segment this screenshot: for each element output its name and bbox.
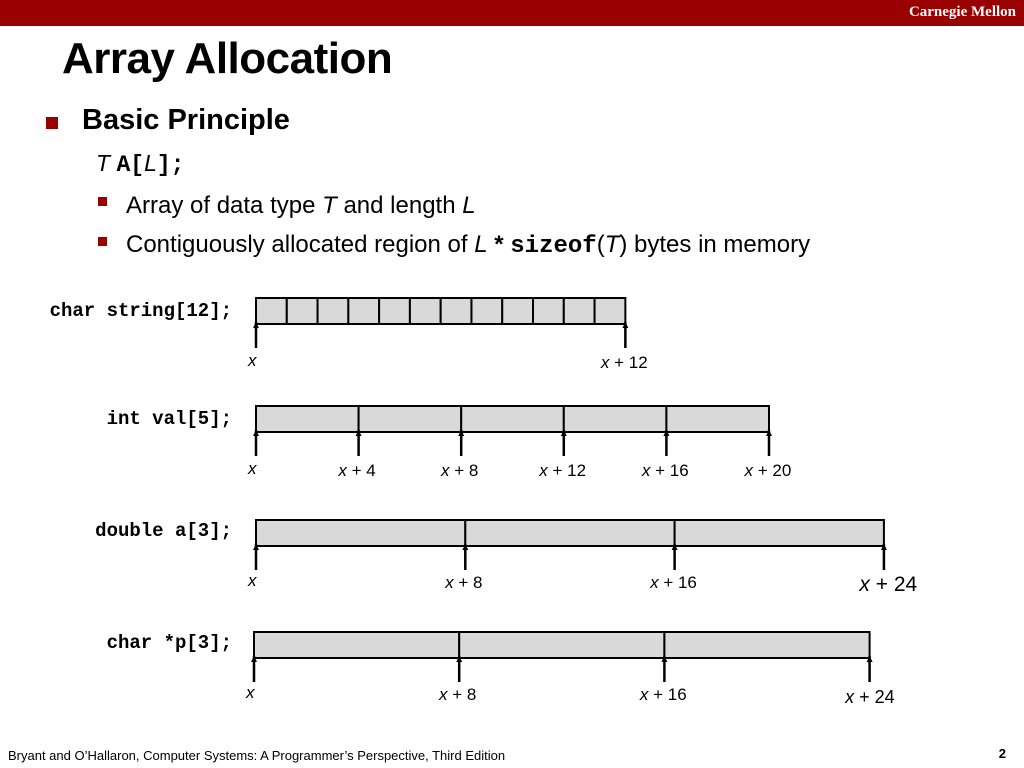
array-cell <box>564 406 667 432</box>
decl-length: L <box>144 150 157 176</box>
address-label: x + 24 <box>845 687 895 707</box>
array-cell <box>502 298 533 324</box>
page-number: 2 <box>998 746 1006 761</box>
bullet-2-prefix: Contiguously allocated region of <box>126 231 475 258</box>
address-label: x + 8 <box>441 461 479 480</box>
array-cell <box>564 298 595 324</box>
decl-close: ]; <box>156 152 185 178</box>
address-label: x <box>248 459 257 478</box>
array-cell <box>533 298 564 324</box>
bullet-2-sizeof: sizeof <box>510 233 597 260</box>
bullet-2-lparen: ( <box>596 231 605 258</box>
array-cell <box>379 298 410 324</box>
array-cell <box>471 298 502 324</box>
array-cell <box>595 298 626 324</box>
array-cell <box>465 520 674 546</box>
address-label: x + 4 <box>338 461 376 480</box>
address-label: x <box>248 351 257 370</box>
address-label: x <box>246 683 255 702</box>
array-cell <box>256 298 287 324</box>
address-label: x + 16 <box>641 461 689 480</box>
address-label: x + 8 <box>439 685 477 704</box>
address-label: x + 16 <box>650 573 697 592</box>
array-decl-int-val: int val[5]; <box>106 408 232 430</box>
bullet-2-length: L <box>474 231 488 258</box>
array-cell <box>675 520 884 546</box>
institution-name: Carnegie Mellon <box>908 4 1016 20</box>
array-cell <box>461 406 564 432</box>
array-cell <box>459 632 664 658</box>
bullet-2-type: T <box>604 231 620 258</box>
bullet-1-middle: and length <box>336 192 463 219</box>
array-cell <box>256 520 465 546</box>
array-cell <box>254 632 459 658</box>
bullet-1-prefix: Array of data type <box>126 192 323 219</box>
array-cell <box>410 298 441 324</box>
section-heading: Basic Principle <box>82 104 290 136</box>
address-label: x + 8 <box>445 573 483 592</box>
array-cell <box>287 298 318 324</box>
address-label: x + 20 <box>744 461 792 480</box>
bullet-2-suffix: bytes in memory <box>627 231 811 258</box>
decl-open: [ <box>130 152 145 178</box>
decl-array-name: A <box>116 152 131 178</box>
array-cell <box>666 406 769 432</box>
address-label: x + 12 <box>600 353 648 372</box>
bullet-2-rparen: ) <box>619 231 628 258</box>
slide-title: Array Allocation <box>62 34 393 83</box>
decl-type: T <box>96 150 111 176</box>
address-label: x + 16 <box>639 685 687 704</box>
array-cell <box>359 406 462 432</box>
array-cell <box>664 632 869 658</box>
address-label: x + 12 <box>539 461 587 480</box>
bullet-2-star: * <box>487 231 511 258</box>
array-decl-char-ptr-p: char *p[3]; <box>106 632 232 654</box>
array-cell <box>441 298 472 324</box>
bullet-1-length: L <box>462 192 476 219</box>
bullet-1-type: T <box>322 192 337 219</box>
array-cell <box>318 298 349 324</box>
footer-citation: Bryant and O’Hallaron, Computer Systems: A Programmer’s Perspective, Third Edition <box>8 748 506 763</box>
address-label: x + 24 <box>859 573 918 596</box>
address-label: x <box>248 571 257 590</box>
array-decl-char-string: char string[12]; <box>49 300 232 322</box>
array-cell <box>348 298 379 324</box>
array-decl-double-a: double a[3]; <box>95 520 232 542</box>
array-cell <box>256 406 359 432</box>
